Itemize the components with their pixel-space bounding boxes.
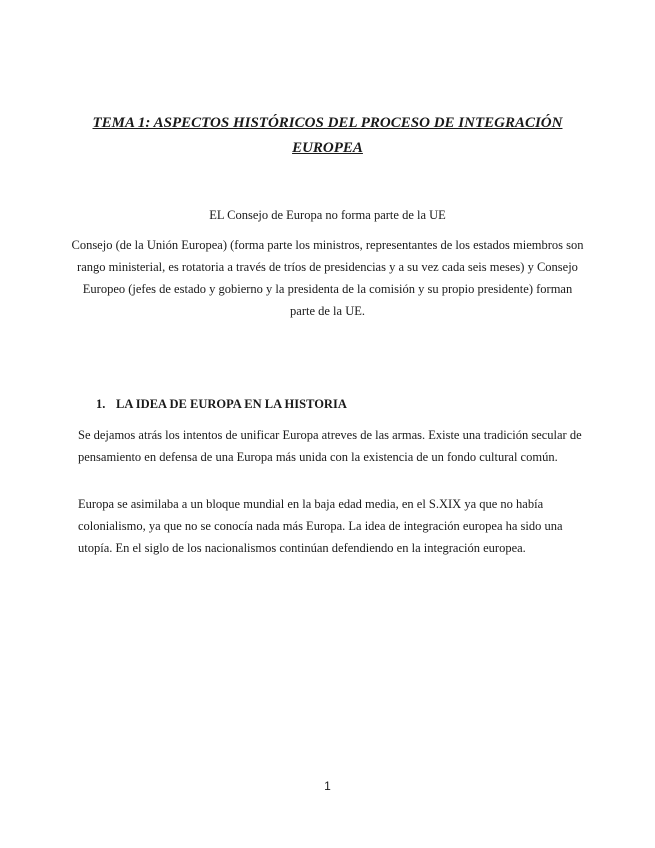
section-title: LA IDEA DE EUROPA EN LA HISTORIA: [116, 397, 347, 411]
body-paragraph-2: Europa se asimilaba a un bloque mundial en la baja edad media, en el S.XIX ya que no había colonialismo, ya que no se conocía nada más Europa. La idea de integración europea ha sido una utopía. En el siglo de los nacionalismos continúan defendiendo en la integración europea.: [78, 497, 563, 555]
section-heading: [96, 394, 347, 414]
section-number: 1.: [96, 397, 106, 411]
body-paragraph-1: Se dejamos atrás los intentos de unificar Europa atreves de las armas. Existe una tradición secular de pensamiento en defensa de una Europa más unida con la existencia de un fondo cultural común.: [78, 428, 582, 464]
document-title: TEMA 1: ASPECTOS HISTÓRICOS DEL PROCESO DE INTEGRACIÓN EUROPEA: [92, 115, 563, 156]
intro-council-paragraph: Consejo (de la Unión Europea) (forma parte los ministros, representantes de los estados miembros son rango ministerial, es rotatoria a través de tríos de presidencias y a su vez cada seis meses) y Consejo Europeo (jefes de estado y gobierno y la presidenta de la comisión y su propio presidente) forman parte de la UE.: [71, 238, 584, 318]
intro-note: EL Consejo de Europa no forma parte de la UE: [209, 208, 446, 222]
page-number: 1: [324, 779, 331, 793]
